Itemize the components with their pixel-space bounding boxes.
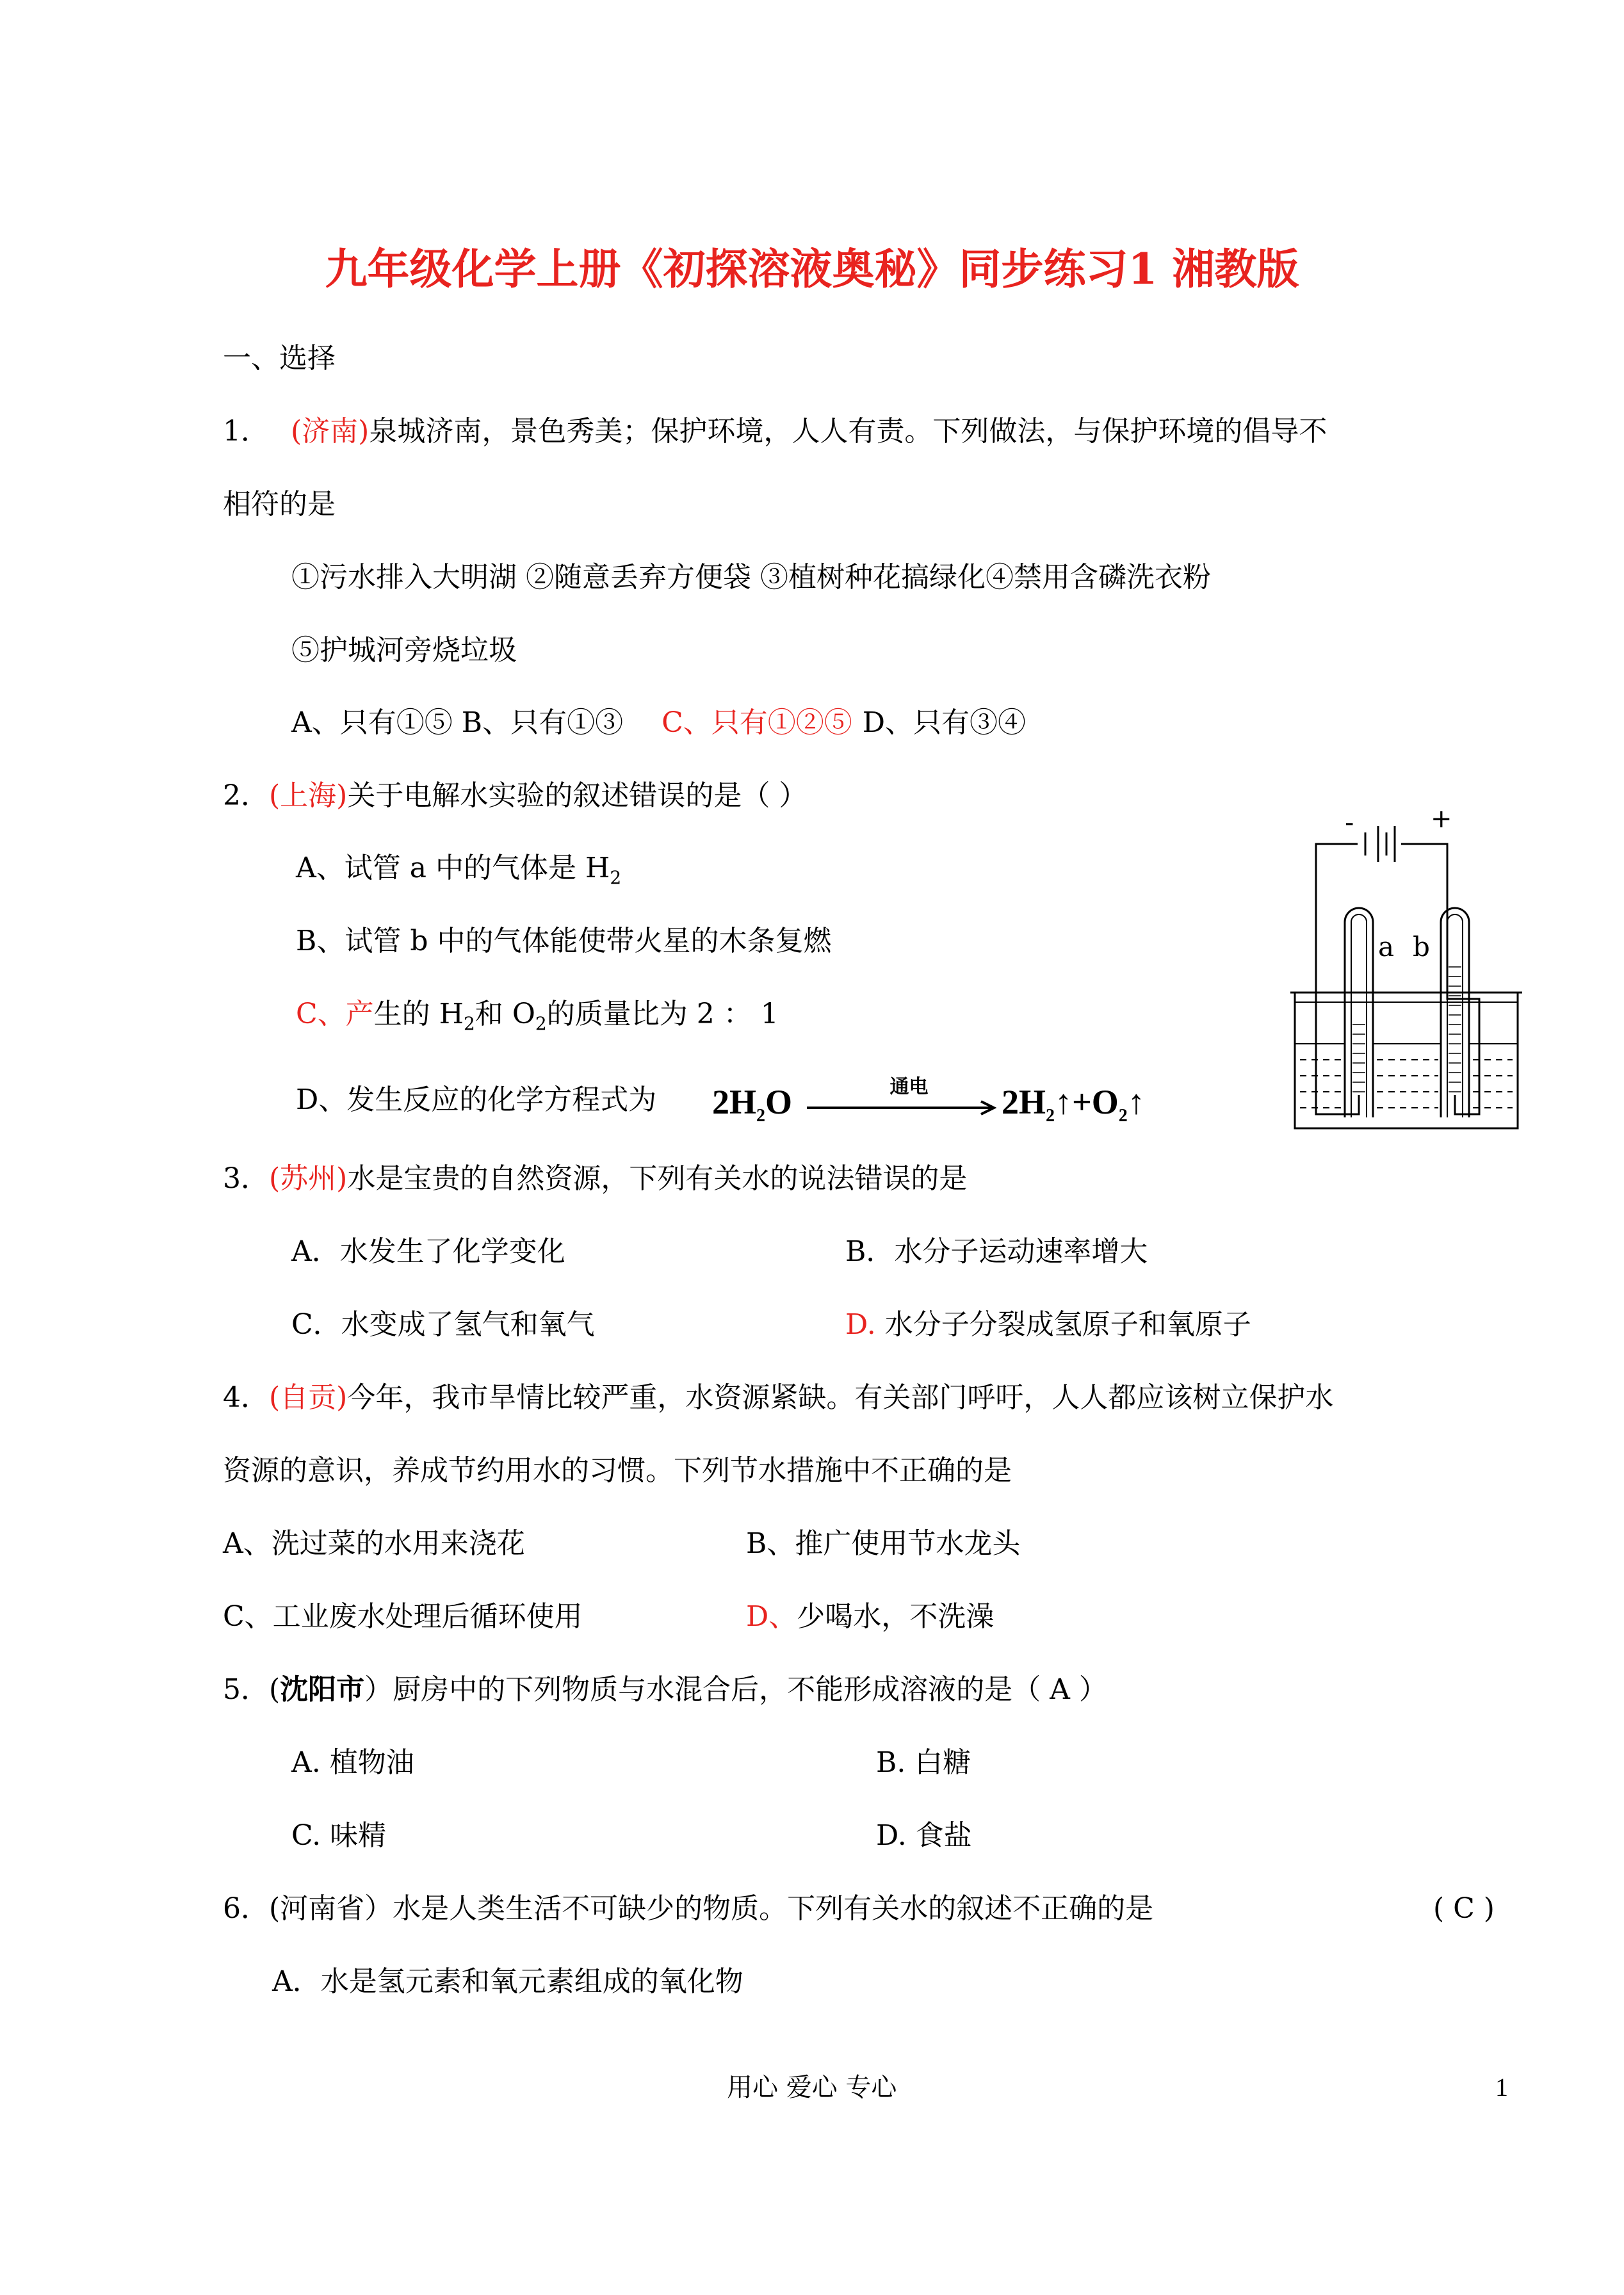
option-d: D、只有③④ <box>862 706 1027 739</box>
option-b: B、只有①③ <box>461 706 624 739</box>
subscript: 2 <box>610 866 622 888</box>
question-3-option-d <box>845 1307 1251 1343</box>
question-1-items-1: ①污水排入大明湖 ②随意丢弃方便袋 ③植树种花搞绿化④禁用含磷洗衣粉 <box>291 561 1211 594</box>
question-6-stem: 6．(河南省）水是人类生活不可缺少的物质。下列有关水的叙述不正确的是 <box>223 1892 1154 1925</box>
question-text: 水是宝贵的自然资源，下列有关水的说法错误的是 <box>347 1162 968 1195</box>
question-4-option-c: C、工业废水处理后循环使用 <box>223 1600 583 1633</box>
question-2-option-a <box>296 850 621 886</box>
question-2-option-c <box>296 996 779 1032</box>
question-text: 今年，我市旱情比较严重，水资源紧缺。有关部门呼吁，人人都应该树立保护水 <box>347 1381 1334 1414</box>
question-number: 4． <box>223 1381 269 1414</box>
option-text: D、发生反应的化学方程式为 <box>296 1083 657 1116</box>
option-a: A、只有①⑤ <box>291 706 462 739</box>
question-4-line-1 <box>223 1380 1333 1416</box>
page-number: 1 <box>1495 2073 1508 2102</box>
electrolysis-diagram-icon <box>1287 813 1524 1133</box>
question-4-line-2: 资源的意识，养成节约用水的习惯。下列节水措施中不正确的是 <box>223 1454 1012 1487</box>
option-text: A、试管 a 中的气体是 H <box>296 852 610 884</box>
option-text: 和 O <box>475 998 535 1030</box>
subscript: 2 <box>464 1012 475 1034</box>
subscript: 2 <box>535 1012 547 1034</box>
question-3-option-a: A．水发生了化学变化 <box>291 1235 565 1268</box>
chemical-equation <box>712 1071 1148 1128</box>
question-3-option-c: C．水变成了氢气和氧气 <box>291 1308 595 1341</box>
positive-terminal-label: + <box>1431 804 1452 834</box>
question-4-option-a: A、洗过菜的水用来浇花 <box>223 1527 525 1560</box>
question-3-stem <box>223 1161 967 1197</box>
question-1-options <box>291 705 1026 741</box>
question-3-option-b: B．水分子运动速率增大 <box>845 1235 1148 1268</box>
question-4-option-d <box>746 1599 994 1635</box>
option-letter: D、 <box>746 1600 797 1633</box>
question-source: (苏州) <box>269 1162 348 1195</box>
question-source: (济南) <box>291 415 369 448</box>
option-text: 水分子分裂成氢原子和氧原子 <box>875 1308 1251 1341</box>
question-source: (自贡) <box>269 1381 348 1414</box>
question-4-option-b: B、推广使用节水龙头 <box>746 1527 1021 1560</box>
option-letter: D. <box>845 1308 876 1341</box>
option-letter: C、产 <box>296 998 374 1030</box>
page-footer-text: 用心 爱心 专心 <box>727 2073 897 2102</box>
question-6-answer: ( C ) <box>1433 1892 1495 1925</box>
equation-products: $2H_2↑+O_2↑$ <box>1002 1083 1145 1126</box>
electrolysis-apparatus-figure <box>1287 804 1524 1133</box>
tube-b-label: b <box>1413 931 1430 962</box>
option-text: 少喝水，不洗澡 <box>797 1600 995 1633</box>
reaction-arrow-icon <box>807 1100 996 1115</box>
section-heading: 一、选择 <box>223 342 336 375</box>
tube-a-label: a <box>1378 931 1395 962</box>
question-1-line-1 <box>223 414 1327 450</box>
option-c: C、只有①②⑤ <box>662 706 852 739</box>
question-5-stem <box>223 1672 1107 1708</box>
question-5-option-b: B. 白糖 <box>876 1746 971 1779</box>
option-text: 的质量比为 2 ： 1 <box>546 998 779 1030</box>
negative-terminal-label: - <box>1345 808 1354 838</box>
question-number: 1． <box>223 415 269 448</box>
question-5-option-a: A. 植物油 <box>291 1746 414 1779</box>
equation-condition: 通电 <box>889 1076 929 1098</box>
question-number: 3． <box>223 1162 269 1195</box>
question-1-items-2: ⑤护城河旁烧垃圾 <box>291 634 517 667</box>
question-5-option-c: C. 味精 <box>291 1819 387 1852</box>
question-1-line-2: 相符的是 <box>223 488 336 521</box>
question-number: 5．( <box>223 1673 280 1706</box>
question-6-option-a: A．水是氢元素和氧元素组成的氧化物 <box>272 1965 743 1998</box>
question-number: 2． <box>223 779 269 812</box>
question-source: (上海) <box>269 779 348 812</box>
question-2-option-b: B、试管 b 中的气体能使带火星的木条复燃 <box>296 925 832 957</box>
question-2-stem <box>223 778 807 814</box>
equation-reactant: $2H_2O$ <box>712 1083 793 1126</box>
question-2-option-d <box>296 1082 656 1118</box>
question-source: 沈阳市 <box>280 1673 365 1706</box>
page-title: 九年级化学上册《初探溶液奥秘》同步练习1 湘教版 <box>325 244 1299 294</box>
question-text: 泉城济南，景色秀美；保护环境，人人有责。下列做法，与保护环境的倡导不 <box>369 415 1328 448</box>
question-5-option-d: D. 食盐 <box>876 1819 972 1852</box>
question-text: ）厨房中的下列物质与水混合后，不能形成溶液的是（ A ） <box>364 1673 1107 1706</box>
question-text: 关于电解水实验的叙述错误的是（ ） <box>347 779 808 812</box>
option-text: 生的 H <box>373 998 464 1030</box>
